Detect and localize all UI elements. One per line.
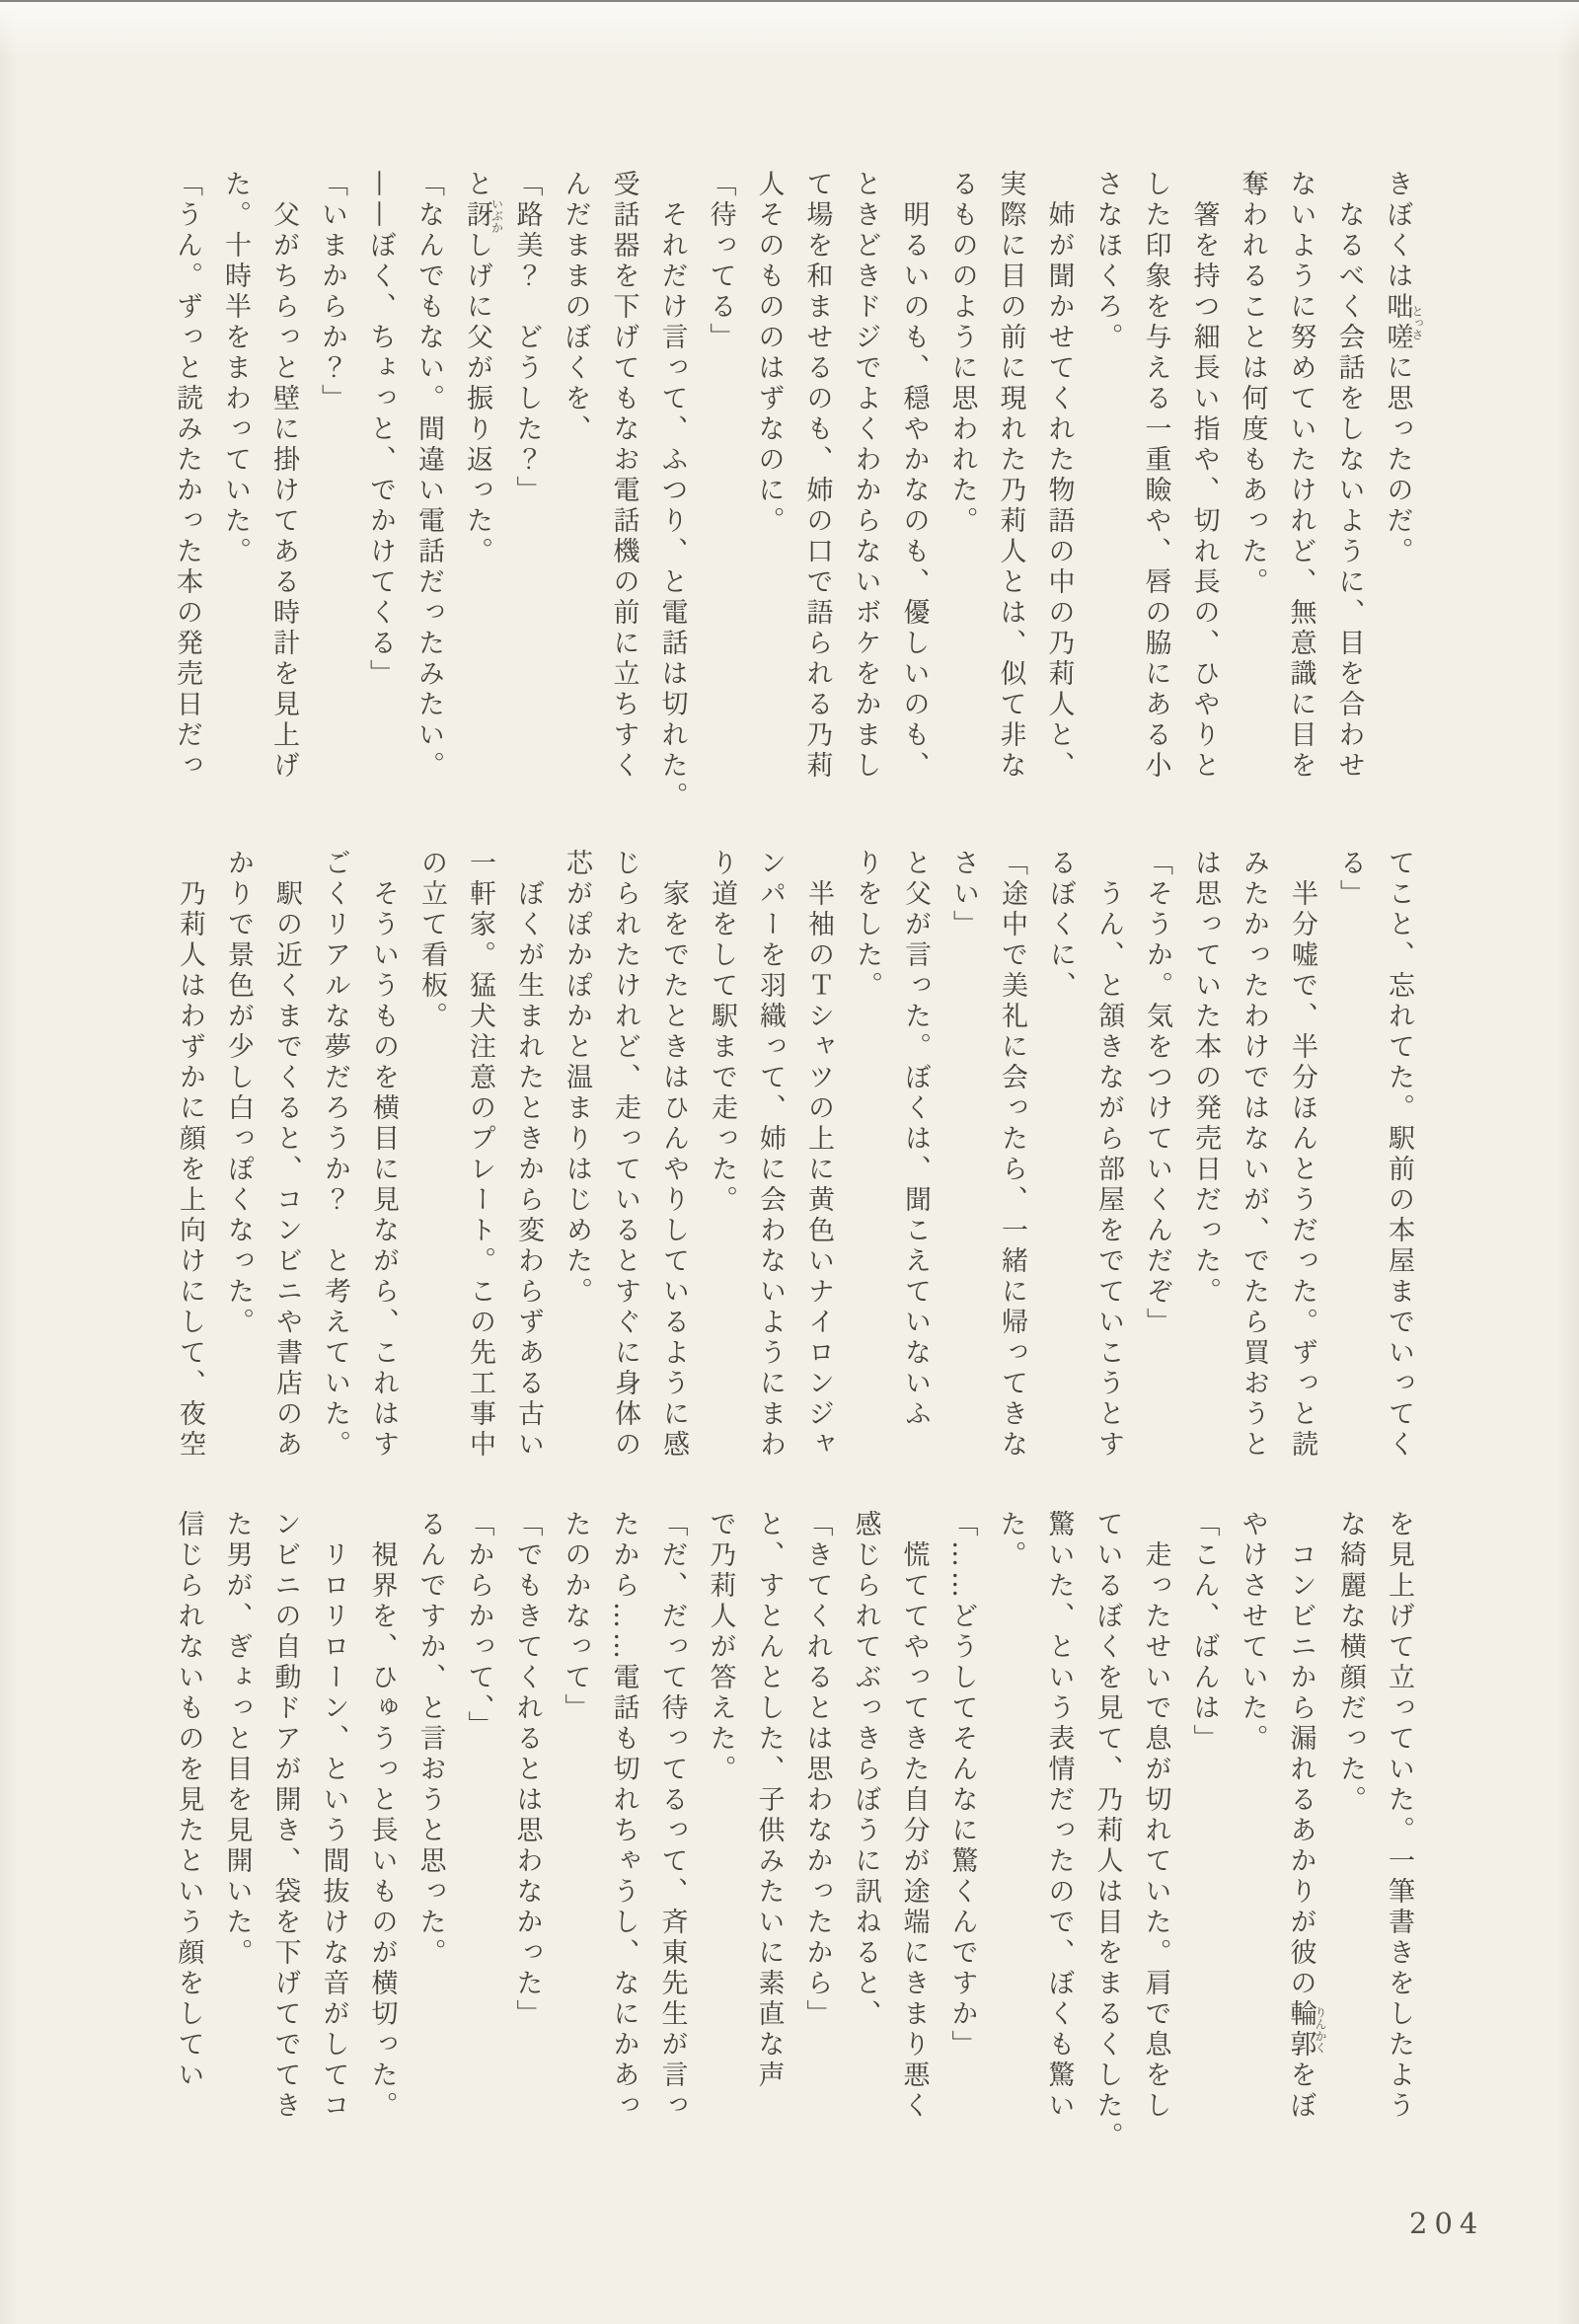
furigana-annotated-word: 咄嗟とっさ — [1382, 292, 1424, 353]
text-line: るんですか、と言おうと思った。 — [414, 1510, 446, 1969]
text-line: 「うん。ずっと読みたかった本の発売日だっ — [172, 170, 202, 782]
text-line: さい」 — [948, 849, 979, 940]
text-line: てこと、忘れてた。駅前の本屋までいってく — [1384, 849, 1414, 1461]
text-line: るもののように思われた。 — [946, 170, 978, 537]
text-line: 視界を、ひゅうっと長いものが横切った。 — [366, 1510, 398, 2122]
text-band-bottom — [165, 1510, 1424, 2152]
text-line: 「途中で美礼に会ったら、一緒に帰ってきな — [997, 849, 1027, 1461]
text-line: たのかなって」 — [560, 1510, 591, 1724]
text-line: 信じられないものを見たという顔をしてい — [173, 1510, 204, 2091]
text-line: た。十時半をまわっていた。 — [220, 170, 251, 567]
text-band-middle — [166, 849, 1423, 1466]
text-line: と訝いぶかしげに父が振り返った。 — [462, 170, 504, 567]
text-line: 駅の近くまでくると、コンビニや書店のあ — [271, 849, 302, 1461]
text-line: 慌ててやってきた自分が途端にきまり悪く — [898, 1510, 930, 2122]
text-line: りをした。 — [852, 849, 882, 1002]
text-line: て場を和ませるのも、姉の口で語られる乃莉 — [801, 170, 833, 782]
text-line: な綺麗な横顔だった。 — [1335, 1510, 1366, 1816]
text-line: 「路美？ どうした？」 — [511, 170, 543, 506]
text-line: 「いまからか？」 — [317, 170, 347, 414]
text-line: 乃莉人はわずかに顔を上向けにして、夜空 — [175, 849, 205, 1461]
furigana-annotated-word: 訝いぶか — [462, 197, 504, 234]
text-line: 「待ってる」 — [705, 170, 736, 353]
text-line: 「なんでもない。間違い電話だったみたい。 — [414, 170, 444, 782]
text-line: た男が、ぎょっと目を見開いた。 — [221, 1510, 253, 1969]
text-line: ているぼくを見て、乃莉人は目をまるくした。 — [1091, 1510, 1123, 2152]
text-line: 明るいのも、穏やかなのも、優しいのも、 — [898, 170, 930, 782]
text-line: 家をでたときはひんやりしているように感 — [658, 849, 689, 1461]
text-line: と父が言った。ぼくは、聞こえていないふ — [900, 849, 931, 1430]
text-line: 父がちらっと壁に掛けてある時計を見上げ — [268, 170, 299, 782]
text-line: さなほくろ。 — [1091, 170, 1123, 353]
text-line: んだままのぼくを、 — [560, 170, 591, 445]
scan-edge — [0, 0, 1579, 2]
text-line: 姉が聞かせてくれた物語の中の乃莉人と、 — [1043, 170, 1075, 782]
text-line: るぼくに、 — [1045, 849, 1076, 1002]
text-line: 「きてくれるとは思わなかったから」 — [801, 1510, 833, 2030]
text-line: ぼくが生まれたときから変わらずある古い — [513, 849, 544, 1461]
text-line: で乃莉人が答えた。 — [705, 1510, 736, 1785]
text-line: 「そうか。気をつけていくんだぞ」 — [1142, 849, 1172, 1338]
text-line: 受話器を下げてもなお電話機の前に立ちすく — [608, 170, 639, 782]
text-line: 人そのもののはずなのに。 — [753, 170, 785, 537]
page-number: 204 — [1409, 2207, 1485, 2240]
text-line: 「だ、だって待ってるって、斉東先生が言っ — [656, 1510, 688, 2122]
text-line: 半袖のＴシャツの上に黄色いナイロンジャ — [803, 849, 834, 1461]
text-line: ごくリアルな夢だろうか？ と考えていた。 — [320, 849, 350, 1461]
text-line: ないように努めていたけれど、無意識に目を — [1285, 170, 1316, 782]
text-line: 奪われることは何度もあった。 — [1237, 170, 1268, 598]
text-line: る」 — [1335, 849, 1366, 910]
text-band-top — [163, 170, 1424, 812]
text-line: 「からかって、」 — [463, 1510, 494, 1742]
text-line: 箸を持つ細長い指や、切れ長の、ひやりと — [1188, 170, 1220, 782]
text-line: を見上げて立っていた。一筆書きをしたよう — [1384, 1510, 1414, 2122]
text-line: 一軒家。猛犬注意のプレート。この先工事中 — [465, 849, 495, 1461]
text-line: コンビニから漏れるあかりが彼の輪郭りんかくをぼ — [1285, 1510, 1327, 2122]
text-line: 芯がぽかぽかと温まりはじめた。 — [562, 849, 592, 1308]
text-line: うん、と頷きながら部屋をでていこうとす — [1093, 849, 1124, 1461]
text-line: ンビニの自動ドアが開き、袋を下げてでてき — [269, 1510, 301, 2122]
text-line: と、すとんとした、子供みたいに素直な声 — [753, 1510, 785, 2091]
text-line: そういうものを横目に見ながら、これはす — [368, 849, 399, 1461]
text-line: は思っていた本の発売日だった。 — [1190, 849, 1221, 1308]
text-line: リロリローン、という間抜けな音がしてコ — [318, 1510, 349, 2122]
text-line: たから……電話も切れちゃうし、なにかあっ — [608, 1510, 639, 2122]
text-line: かりで景色が少し白っぽくなった。 — [223, 849, 254, 1338]
text-line: じられたけれど、走っているとすぐに身体の — [610, 849, 640, 1461]
text-line: 驚いた、という表情だったので、ぼくも驚い — [1043, 1510, 1075, 2122]
text-line: ときどきドジでよくわからないボケをかまし — [850, 170, 881, 782]
text-line: それだけ言って、ふつり、と電話は切れた。 — [656, 170, 688, 812]
text-line: ——ぼく、ちょっと、でかけてくる」 — [365, 170, 396, 690]
text-line: 「こん、ばんは」 — [1188, 1510, 1220, 1755]
text-line: 実際に目の前に現れた乃莉人とは、似て非な — [995, 170, 1026, 782]
text-line: 半分嘘で、半分ほんとうだった。ずっと読 — [1287, 849, 1317, 1461]
text-line: た。 — [995, 1510, 1026, 1571]
text-line: やけさせていた。 — [1237, 1510, 1268, 1755]
text-line: 感じられてぶっきらぼうに訊ねると、 — [850, 1510, 881, 2030]
text-line: 走ったせいで息が切れていた。肩で息をし — [1140, 1510, 1171, 2122]
text-line: なるべく会話をしないように、目を合わせ — [1333, 170, 1365, 782]
text-line: みたかったわけではないが、でたら買おうと — [1239, 849, 1269, 1461]
text-line: 「……どうしてそんなに驚くんですか」 — [946, 1510, 978, 2061]
furigana-annotated-word: 輪郭りんかく — [1285, 1999, 1327, 2061]
text-line: 「でもきてくれるとは思わなかった」 — [511, 1510, 543, 2030]
text-line: り道をして駅まで走った。 — [707, 849, 737, 1216]
text-line: の立て看板。 — [416, 849, 447, 1032]
text-line: きぼくは咄嗟とっさに思ったのだ。 — [1382, 170, 1424, 567]
text-line: した印象を与える一重瞼や、唇の脇にある小 — [1140, 170, 1171, 782]
text-line: ンパーを羽織って、姉に会わないようにまわ — [755, 849, 786, 1461]
